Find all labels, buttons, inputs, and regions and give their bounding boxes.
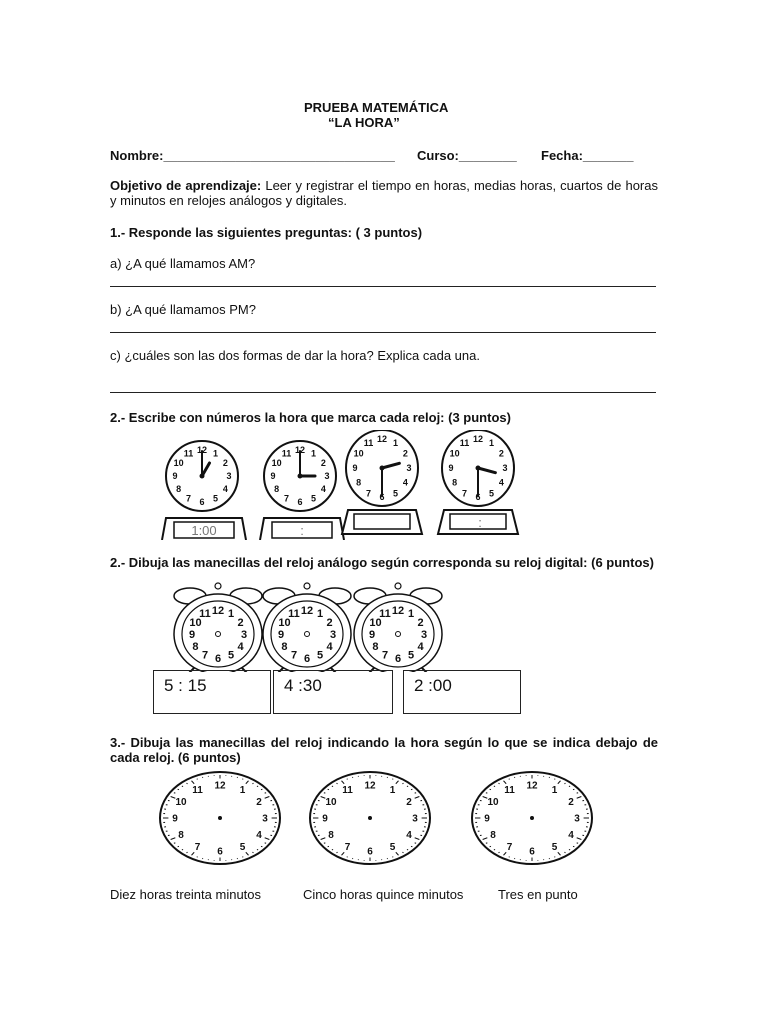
display-screen	[354, 514, 410, 529]
clock-number: 4	[237, 640, 244, 653]
alarm-knob	[395, 583, 401, 589]
section3-title: 3.- Dibuja las manecillas del reloj indicando la hora según lo que se indica debajo de cada reloj. (6 puntos)	[110, 735, 658, 765]
clock-tick	[347, 857, 348, 858]
alarm-clock-2	[263, 583, 351, 672]
section2a-clocks	[150, 430, 530, 540]
clock-number: 3	[329, 628, 337, 641]
clock-number: 2	[326, 616, 333, 629]
section2a-title: 2.- Escribe con números la hora que marca cada reloj: (3 puntos)	[110, 410, 511, 425]
clock-number: 6	[297, 497, 303, 508]
date-field[interactable]: Fecha:_______	[541, 148, 634, 163]
clock-tick	[509, 779, 510, 780]
clock-tick	[257, 786, 258, 787]
clock-tick	[402, 783, 403, 784]
digital-display-2	[260, 518, 344, 540]
clock-number: 5	[488, 488, 495, 499]
clock-tick	[514, 858, 515, 859]
clock-tick	[407, 849, 408, 850]
clock-number: 3	[240, 628, 248, 641]
clock-tick	[257, 849, 258, 850]
clock-number: 3	[502, 463, 508, 474]
clock-number: 5	[212, 493, 219, 504]
clock-number: 9	[188, 628, 196, 641]
digital-time-2: 4 :30	[284, 676, 322, 695]
clock-number: 8	[372, 640, 379, 653]
clock-tick	[569, 786, 570, 787]
clock-number: 2	[222, 458, 228, 469]
alarm-clock-3	[354, 583, 442, 672]
clock-center	[298, 474, 303, 479]
clock-number: 2	[320, 458, 326, 469]
clock-center	[476, 466, 481, 471]
clock-tick	[494, 849, 495, 850]
objective	[110, 178, 658, 208]
digital-clock-2	[273, 670, 393, 714]
clock-number: 8	[328, 830, 334, 841]
clock-number: 2	[256, 797, 262, 808]
clock-number: 4	[320, 484, 326, 495]
clock-number: 5	[407, 649, 415, 662]
analog-clock-2	[260, 441, 344, 540]
clock-number: 1	[551, 784, 558, 796]
clock-number: 2	[237, 616, 244, 629]
caption-1: Diez horas treinta minutos	[110, 887, 262, 902]
analog-clock-4	[438, 430, 518, 534]
clock-tick	[347, 779, 348, 780]
clock-number: 11	[504, 784, 515, 796]
clock-tick	[252, 783, 253, 784]
clock-tick	[252, 852, 253, 853]
clock-tick	[569, 849, 570, 850]
clock-tick	[242, 779, 243, 780]
clock-number: 7	[194, 842, 201, 854]
clock-number: 10	[271, 458, 282, 469]
clock-number: 1	[407, 608, 415, 621]
clock-tick	[494, 786, 495, 787]
clock-number: 4	[326, 640, 333, 653]
clock-tick	[186, 852, 187, 853]
course-field[interactable]: Curso:________	[417, 148, 517, 163]
answer-line-b[interactable]	[110, 332, 656, 333]
digital-clock-3	[403, 670, 521, 714]
clock-number: 12	[300, 604, 314, 617]
clock-tick	[549, 858, 550, 859]
clock-tick	[387, 777, 388, 778]
clock-tick	[182, 849, 183, 850]
clock-center	[218, 816, 222, 820]
clock-tick	[402, 852, 403, 853]
name-field[interactable]: Nombre:________________________________	[110, 148, 395, 163]
clock-tick	[242, 857, 243, 858]
clock-tick	[237, 858, 238, 859]
clock-number: 2	[568, 797, 574, 808]
clock-tick	[332, 786, 333, 787]
alarm-clocks	[170, 582, 480, 672]
alarm-knob	[215, 583, 221, 589]
clock-number: 9	[368, 628, 376, 641]
clock-center	[380, 466, 385, 471]
question-b: b) ¿A qué llamamos PM?	[110, 302, 256, 317]
clock-number: 7	[185, 493, 192, 504]
clock-number: 6	[367, 846, 373, 858]
clock-number: 7	[290, 649, 298, 662]
clock-number: 7	[506, 842, 513, 854]
clock-number: 9	[352, 463, 358, 474]
clock-tick	[554, 779, 555, 780]
clock-number: 6	[475, 492, 481, 503]
clock-number: 5	[310, 493, 317, 504]
question-c: c) ¿cuáles son las dos formas de dar la hora? Explica cada una.	[110, 348, 480, 363]
clock-number: 11	[288, 608, 300, 621]
clock-number: 7	[201, 649, 209, 662]
alarm-clock-1	[174, 583, 262, 672]
clock-center	[200, 474, 205, 479]
clock-number: 4	[402, 477, 408, 488]
clock-center	[305, 632, 310, 637]
clock-number: 11	[199, 608, 211, 621]
clock-tick	[197, 857, 198, 858]
clock-number: 12	[294, 445, 306, 456]
clock-number: 6	[529, 846, 535, 858]
clock-tick	[336, 852, 337, 853]
blank-clock-1	[160, 772, 280, 864]
clock-number: 1	[310, 448, 317, 459]
clock-tick	[336, 783, 337, 784]
clock-tick	[392, 779, 393, 780]
clock-number: 12	[196, 445, 208, 456]
display-text: 1:00	[191, 523, 217, 538]
page-title: PRUEBA MATEMÁTICA	[304, 100, 449, 115]
clock-number: 11	[379, 608, 391, 621]
clock-number: 3	[324, 471, 330, 482]
clock-number: 4	[222, 484, 228, 495]
clock-center	[530, 816, 534, 820]
clock-number: 8	[274, 484, 280, 495]
clock-number: 5	[239, 842, 246, 854]
clock-tick	[202, 777, 203, 778]
clock-number: 9	[448, 463, 454, 474]
clock-number: 5	[227, 649, 235, 662]
blank-clock-3	[472, 772, 592, 864]
clock-number: 9	[270, 471, 276, 482]
clock-tick	[509, 857, 510, 858]
clock-number: 9	[277, 628, 285, 641]
clock-number: 12	[376, 434, 388, 445]
display-text: :	[478, 515, 482, 530]
clock-tick	[186, 783, 187, 784]
clock-number: 8	[281, 640, 288, 653]
clock-number: 4	[417, 640, 424, 653]
clock-tick	[554, 857, 555, 858]
digital-display-1	[162, 518, 246, 540]
clock-tick	[332, 849, 333, 850]
clock-number: 11	[281, 448, 292, 459]
blank-clock-2	[310, 772, 430, 864]
clock-number: 3	[226, 471, 232, 482]
clock-number: 8	[356, 477, 362, 488]
digital-display-3	[342, 510, 422, 534]
clock-number: 4	[256, 830, 262, 841]
clock-number: 1	[389, 784, 396, 796]
clock-tick	[237, 777, 238, 778]
objective-text: Leer y registrar el tiempo en horas, medias horas, cuartos de horas y minutos en relojes análogos y digitales.	[110, 178, 658, 208]
clock-number: 10	[449, 448, 460, 459]
page-subtitle: “LA HORA”	[328, 115, 400, 130]
clock-number: 12	[391, 604, 405, 617]
clock-tick	[407, 786, 408, 787]
clock-number: 8	[178, 830, 184, 841]
clock-number: 12	[364, 780, 376, 792]
clock-number: 4	[406, 830, 412, 841]
clock-number: 1	[316, 608, 324, 621]
clock-number: 2	[417, 616, 424, 629]
digital-time-1: 5 : 15	[164, 676, 207, 695]
clock-center	[368, 816, 372, 820]
clock-number: 5	[316, 649, 324, 662]
clock-number: 8	[452, 477, 458, 488]
clock-tick	[514, 777, 515, 778]
clock-number: 10	[487, 797, 499, 808]
clock-number: 5	[392, 488, 399, 499]
clock-tick	[197, 779, 198, 780]
clock-number: 10	[353, 448, 364, 459]
objective-label: Objetivo de aprendizaje:	[110, 178, 262, 193]
clock-tick	[182, 786, 183, 787]
clock-number: 10	[278, 616, 291, 629]
clock-number: 2	[498, 448, 504, 459]
answer-line-c[interactable]	[110, 392, 656, 393]
clock-number: 12	[526, 780, 538, 792]
clock-center	[396, 632, 401, 637]
section2b-title: 2.- Dibuja las manecillas del reloj análogo según corresponda su reloj digital: (6 puntos)	[110, 555, 654, 570]
clock-number: 7	[283, 493, 290, 504]
clock-number: 4	[498, 477, 504, 488]
clock-number: 8	[176, 484, 182, 495]
clock-tick	[352, 777, 353, 778]
clock-number: 12	[472, 434, 484, 445]
clock-number: 4	[568, 830, 574, 841]
clock-number: 11	[342, 784, 353, 796]
caption-2: Cinco horas quince minutos	[303, 887, 464, 902]
analog-clock-3	[342, 430, 422, 534]
blank-clocks[interactable]	[150, 770, 600, 870]
clock-number: 10	[325, 797, 337, 808]
clock-number: 7	[344, 842, 351, 854]
clock-number: 3	[406, 463, 412, 474]
clock-number: 9	[322, 813, 328, 825]
clock-number: 10	[189, 616, 202, 629]
question-a: a) ¿A qué llamamos AM?	[110, 256, 256, 271]
clock-number: 11	[363, 438, 374, 449]
clock-number: 6	[199, 497, 205, 508]
clock-number: 1	[488, 438, 495, 449]
clock-number: 3	[574, 813, 580, 825]
clock-number: 3	[412, 813, 418, 825]
clock-tick	[498, 783, 499, 784]
clock-tick	[352, 858, 353, 859]
clock-number: 3	[262, 813, 268, 825]
analog-clock-1	[162, 441, 246, 540]
clock-number: 1	[212, 448, 219, 459]
clock-number: 1	[227, 608, 235, 621]
display-text: :	[300, 523, 304, 538]
clock-number: 2	[402, 448, 408, 459]
clock-tick	[564, 852, 565, 853]
digital-clock-1	[153, 670, 271, 714]
clock-number: 11	[459, 438, 470, 449]
clock-number: 6	[217, 846, 223, 858]
clock-number: 11	[192, 784, 203, 796]
clock-tick	[564, 783, 565, 784]
clock-number: 7	[365, 488, 372, 499]
clock-number: 1	[392, 438, 399, 449]
clock-number: 2	[406, 797, 412, 808]
clock-number: 6	[394, 652, 402, 665]
clock-number: 6	[379, 492, 385, 503]
clock-number: 11	[183, 448, 194, 459]
clock-number: 12	[211, 604, 225, 617]
clock-number: 8	[490, 830, 496, 841]
clock-tick	[202, 858, 203, 859]
clock-number: 1	[239, 784, 246, 796]
clock-number: 5	[551, 842, 558, 854]
digital-display-4	[438, 510, 518, 534]
clock-tick	[387, 858, 388, 859]
clock-number: 12	[214, 780, 226, 792]
clock-number: 8	[192, 640, 199, 653]
clock-number: 10	[369, 616, 382, 629]
clock-number: 7	[381, 649, 389, 662]
clock-number: 5	[389, 842, 396, 854]
clock-tick	[549, 777, 550, 778]
clock-center	[216, 632, 221, 637]
clock-number: 7	[461, 488, 468, 499]
clock-number: 3	[420, 628, 428, 641]
clock-number: 10	[175, 797, 187, 808]
clock-number: 9	[484, 813, 490, 825]
clock-tick	[392, 857, 393, 858]
answer-line-a[interactable]	[110, 286, 656, 287]
clock-number: 6	[303, 652, 311, 665]
clock-number: 9	[172, 813, 178, 825]
clock-tick	[498, 852, 499, 853]
caption-3: Tres en punto	[498, 887, 578, 902]
section1-title: 1.- Responde las siguientes preguntas: ( 3 puntos)	[110, 225, 423, 240]
clock-number: 6	[214, 652, 222, 665]
clock-number: 10	[173, 458, 184, 469]
clock-number: 9	[172, 471, 178, 482]
digital-time-3: 2 :00	[414, 676, 452, 695]
alarm-knob	[304, 583, 310, 589]
